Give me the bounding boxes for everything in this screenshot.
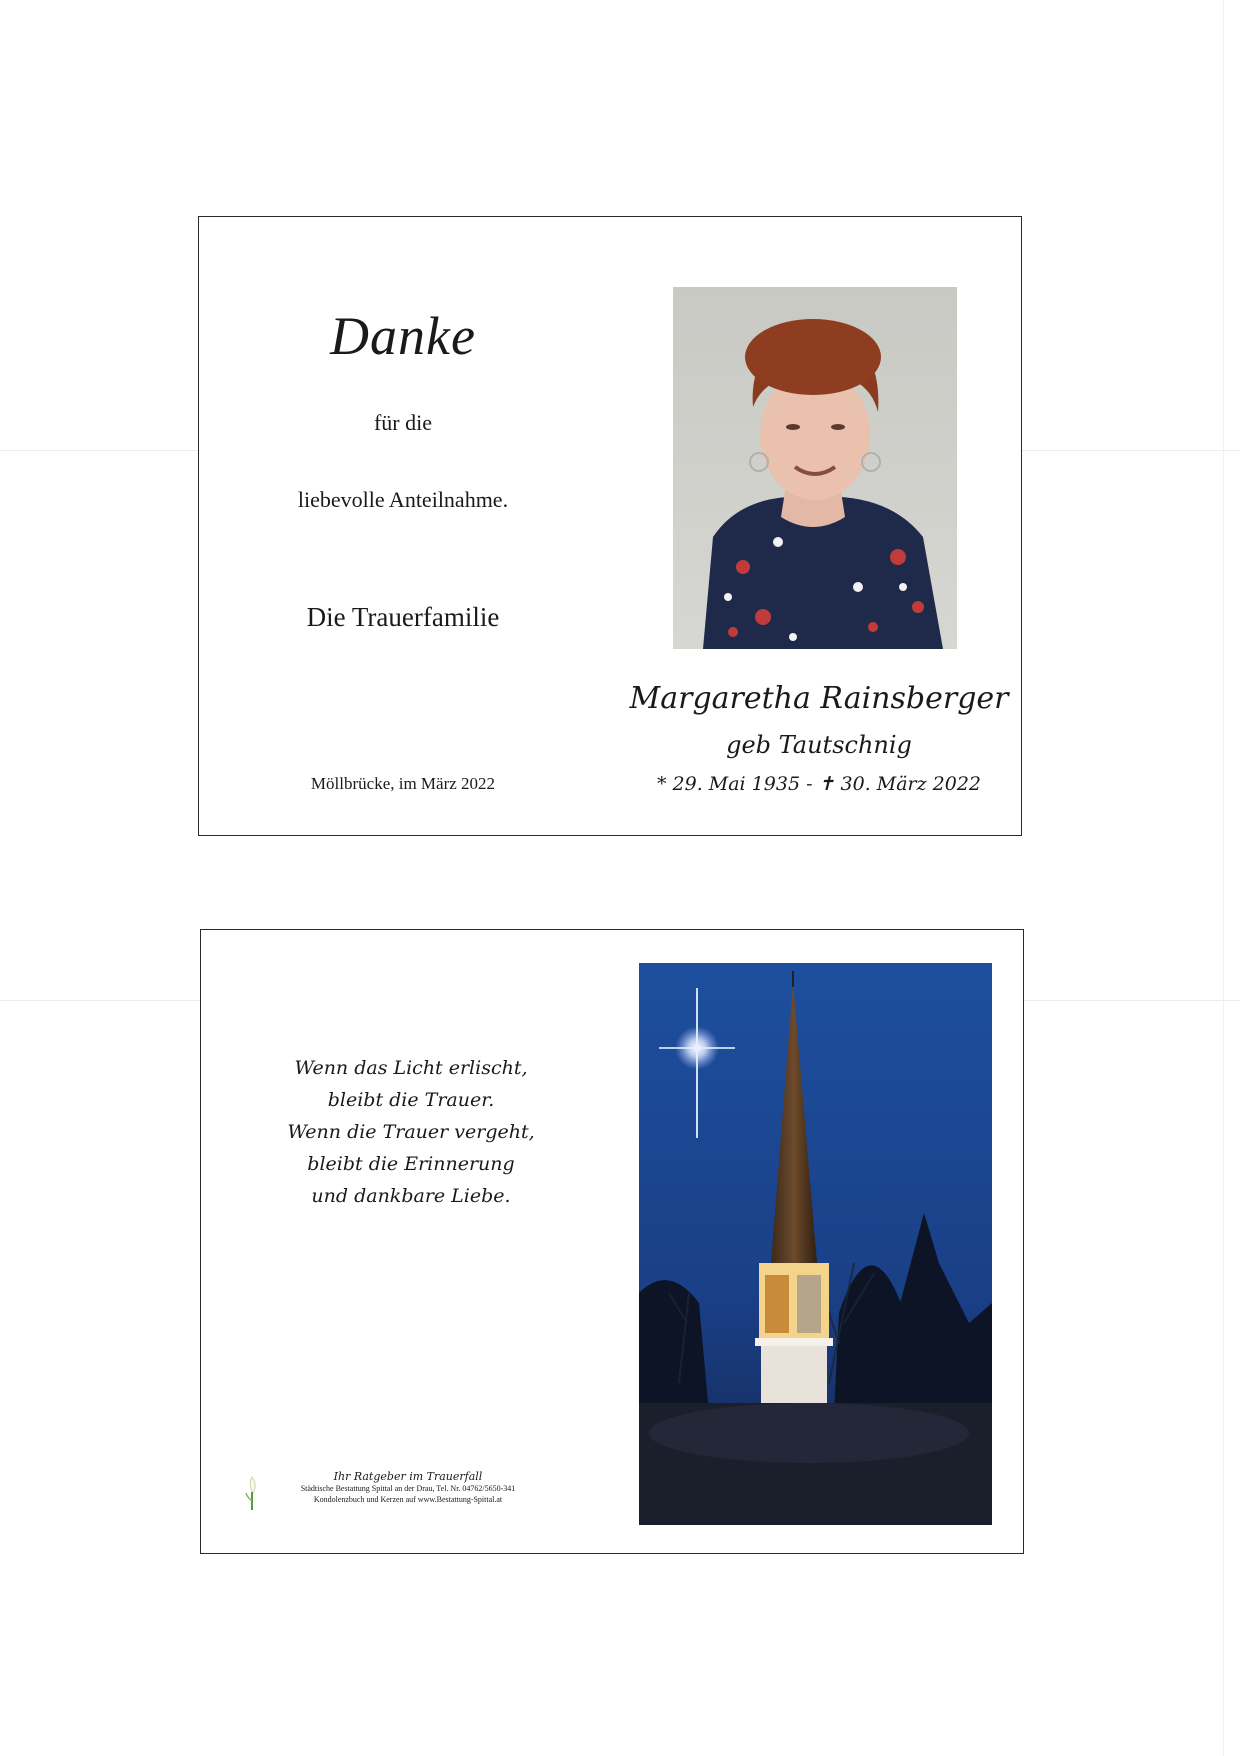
thank-you-card-back bbox=[200, 929, 1024, 1554]
card-text-line-1: für die bbox=[373, 410, 433, 435]
card-title: Danke bbox=[330, 306, 476, 366]
advert-contact: Städtische Bestattung Spittal an der Drau, Tel. Nr. 04762/5650-341 bbox=[300, 1484, 516, 1493]
memorial-poem bbox=[231, 1052, 591, 1212]
portrait-photo bbox=[673, 287, 957, 649]
advert-website: Kondolenzbuch und Kerzen auf www.Bestattung-Spittal.at bbox=[313, 1495, 503, 1504]
page-edge bbox=[1223, 0, 1224, 1756]
deceased-name: Margaretha Rainsberger bbox=[629, 681, 1009, 716]
maiden-name: geb Tautschnig bbox=[726, 731, 912, 759]
thank-you-card-front bbox=[198, 216, 1022, 836]
place-date: Möllbrücke, im März 2022 bbox=[310, 774, 496, 793]
poem-line: bleibt die Erinnerung bbox=[307, 1153, 515, 1175]
poem-line: und dankbare Liebe. bbox=[311, 1185, 511, 1207]
life-dates: * 29. Mai 1935 - ✝ 30. März 2022 bbox=[656, 773, 982, 795]
funeral-home-advert bbox=[263, 1470, 553, 1505]
poem-line: Wenn die Trauer vergeht, bbox=[287, 1121, 535, 1143]
poem-line: bleibt die Trauer. bbox=[327, 1089, 495, 1111]
poem-line: Wenn das Licht erlischt, bbox=[294, 1057, 528, 1079]
advert-title: Ihr Ratgeber im Trauerfall bbox=[333, 1470, 483, 1483]
card-signature: Die Trauerfamilie bbox=[306, 602, 500, 632]
calla-lily-logo-icon bbox=[245, 1475, 259, 1511]
wayside-shrine-photo bbox=[639, 963, 992, 1525]
card-text-line-2: liebevolle Anteilnahme. bbox=[297, 487, 509, 512]
